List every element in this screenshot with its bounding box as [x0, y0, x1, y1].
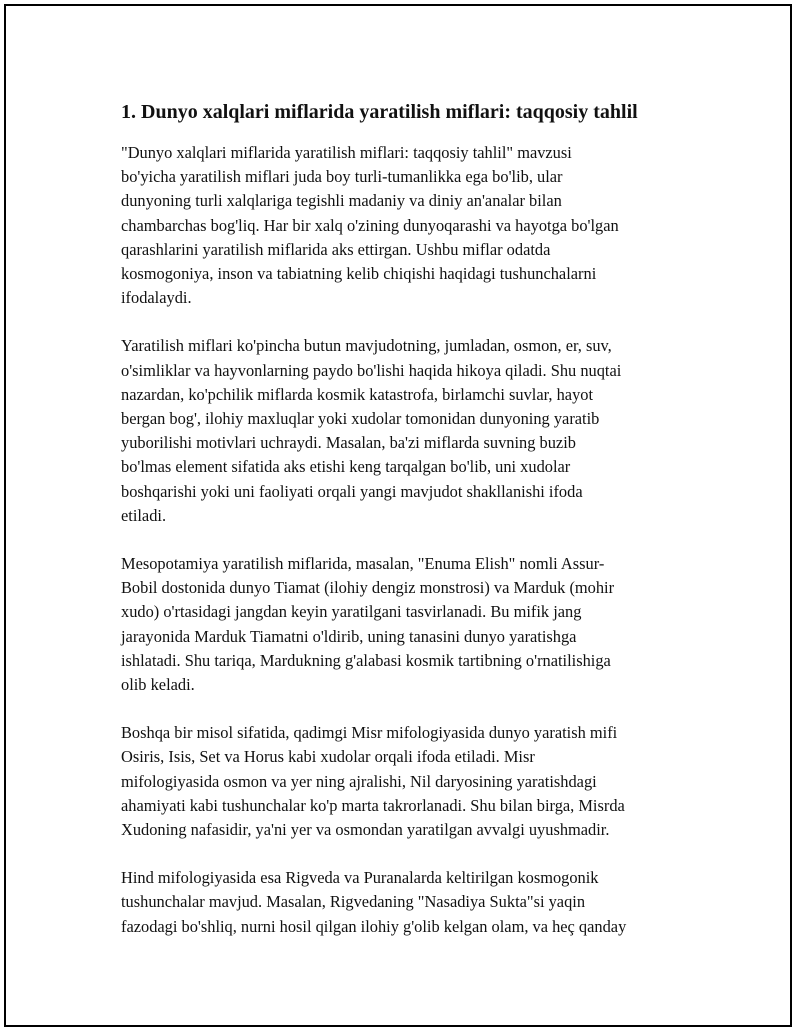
paragraph-intro	[121, 141, 699, 310]
text-line: tushunchalar mavjud. Masalan, Rigvedaning "Nasadiya Sukta"si yaqin	[121, 892, 586, 912]
text-line: Bobil dostonida dunyo Tiamat (ilohiy dengiz monstrosi) va Marduk (mohir	[121, 578, 615, 598]
text-line: bergan bog', ilohiy maxluqlar yoki xudolar tomonidan dunyoning yaratib	[121, 409, 600, 429]
text-line: mifologiyasida osmon va yer ning ajralishi, Nil daryosining yaratishdagi	[121, 771, 597, 791]
paragraph-india	[121, 866, 699, 939]
text-line: yuborilishi motivlari uchraydi. Masalan, ba'zi miflarda suvning buzib	[121, 433, 576, 453]
text-line: bo'lmas element sifatida aks etishi keng tarqalgan bo'lib, uni xudolar	[121, 457, 571, 477]
text-line: nazardan, ko'pchilik miflarda kosmik katastrofa, birlamchi suvlar, hayot	[121, 384, 594, 404]
text-line: qarashlarini yaratilish miflarida aks ettirgan. Ushbu miflar odatda	[121, 239, 551, 259]
text-line: ifodalaydi.	[121, 288, 192, 308]
text-line: Yaratilish miflari ko'pincha butun mavjudotning, jumladan, osmon, er, suv,	[121, 336, 612, 356]
text-line: etiladi.	[121, 505, 167, 525]
section-heading: 1. Dunyo xalqlari miflarida yaratilish miflari: taqqosiy tahlil	[121, 101, 638, 123]
text-line: boshqarishi yoki uni faoliyati orqali yangi mavjudot shakllanishi ifoda	[121, 481, 583, 501]
text-line: ishlatadi. Shu tariqa, Mardukning g'alabasi kosmik tartibning o'rnatilishiga	[121, 650, 611, 670]
document-body	[119, 98, 699, 963]
paragraph-creation-motifs	[121, 334, 699, 528]
text-line: jarayonida Marduk Tiamatni o'ldirib, uning tanasini dunyo yaratishga	[121, 626, 577, 646]
paragraph-mesopotamia	[121, 552, 699, 697]
page-frame	[4, 4, 792, 1027]
text-line: xudo) o'rtasidagi jangdan keyin yaratilgani tasvirlanadi. Bu mifik jang	[121, 602, 582, 622]
text-line: Xudoning nafasidir, ya'ni yer va osmondan yaratilgan avvalgi uyushmadir.	[121, 820, 610, 840]
text-line: olib keladi.	[121, 675, 195, 695]
text-line: "Dunyo xalqlari miflarida yaratilish miflari: taqqosiy tahlil" mavzusi	[121, 143, 572, 162]
paragraph-egypt	[121, 721, 699, 842]
text-line: Osiris, Isis, Set va Horus kabi xudolar orqali ifoda etiladi. Misr	[121, 747, 535, 767]
text-line: kosmogoniya, inson va tabiatning kelib chiqishi haqidagi tushunchalarni	[121, 264, 597, 284]
text-line: bo'yicha yaratilish miflari juda boy turli-tumanlikka ega bo'lib, ular	[121, 167, 563, 187]
text-line: Boshqa bir misol sifatida, qadimgi Misr mifologiyasida dunyo yaratish mifi	[121, 723, 618, 743]
text-line: Mesopotamiya yaratilish miflarida, masalan, "Enuma Elish" nomli Assur-	[121, 554, 605, 574]
text-line: Hind mifologiyasida esa Rigveda va Puranalarda keltirilgan kosmogonik	[121, 868, 599, 888]
text-line: o'simliklar va hayvonlarning paydo bo'lishi haqida hikoya qiladi. Shu nuqtai	[121, 360, 622, 380]
text-line: fazodagi bo'shliq, nurni hosil qilgan ilohiy g'olib kelgan olam, va heç qanday	[121, 916, 627, 936]
text-line: dunyoning turli xalqlariga tegishli madaniy va diniy an'analar bilan	[121, 191, 562, 211]
text-line: ahamiyati kabi tushunchalar ko'p marta takrorlanadi. Shu bilan birga, Misrda	[121, 795, 625, 815]
text-line: chambarchas bog'liq. Har bir xalq o'zining dunyoqarashi va hayotga bo'lgan	[121, 215, 619, 235]
